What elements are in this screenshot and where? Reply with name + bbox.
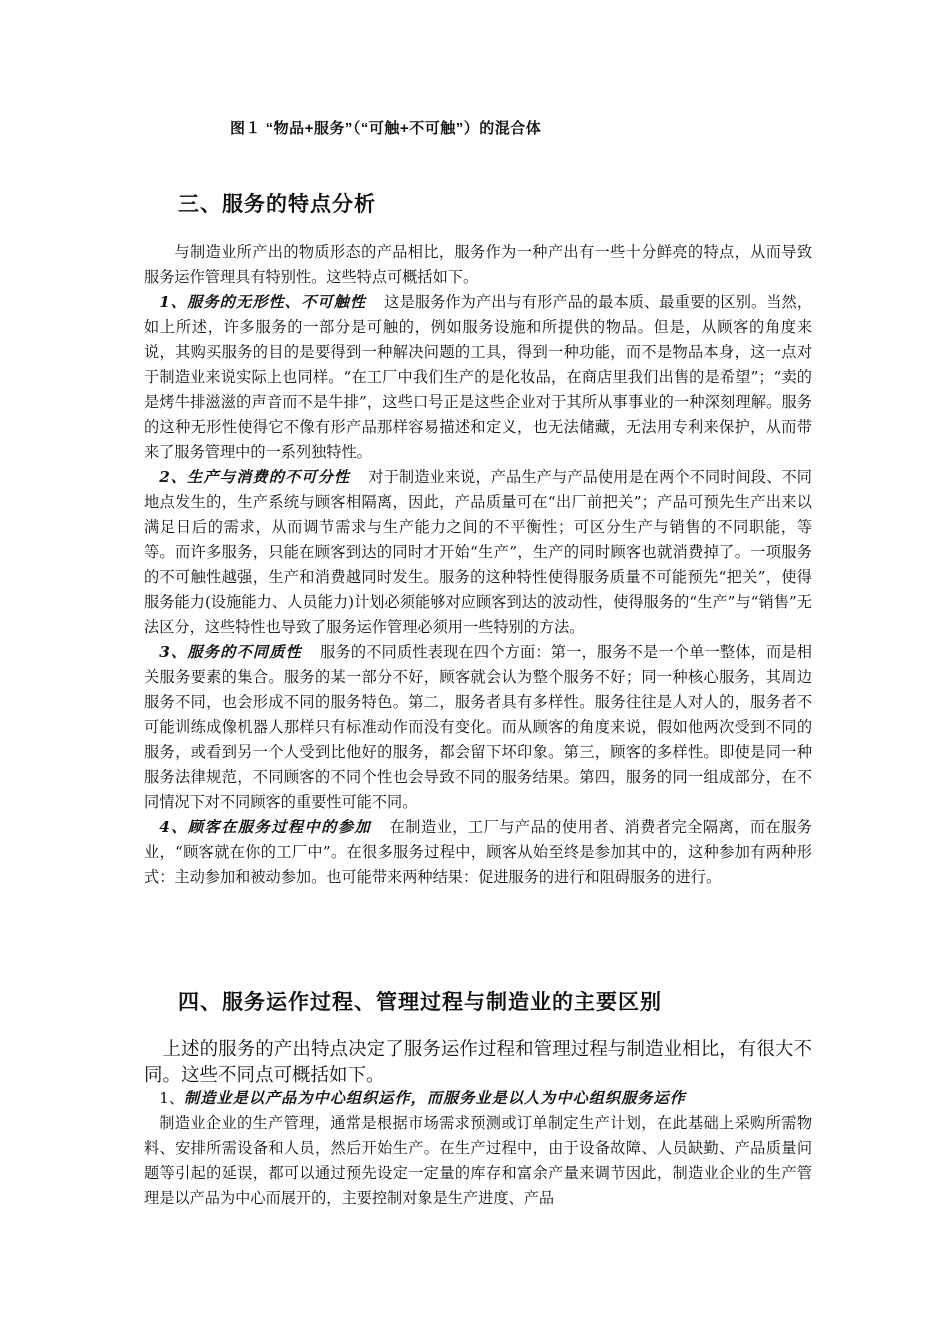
section-4-intro	[144, 1037, 812, 1089]
characteristic-1-text: 这是服务作为产出与有形产品的最本质、最重要的区别。当然，如上所述，许多服务的一部分是可触的，例如服务设施和所提供的物品。但是，从顾客的角度来说，其购买服务的目的是要得到一种解决问题的工具，得到一种功能，而不是物品本身，这一点对于制造业来说实际上也同样。“在工厂中我们生产的是化妆品，在商店里我们出售的是希望”；“卖的是烤牛排滋滋的声音而不是牛排”，这些口号正是这些企业对于其所从事事业的一种深刻理解。服务的这种无形性使得它不像有形产品那样容易描述和定义，也无法储藏，无法用专利来保护，从而带来了服务管理中的一系列独特性。	[144, 293, 813, 461]
section-3-heading: 三、服务的特点分析	[178, 193, 376, 216]
figure-caption: 图１ “物品+服务”（“可触+不可触”）的混合体	[230, 120, 542, 137]
difference-1-number: 1、	[159, 1089, 185, 1107]
characteristic-1-title: 1、服务的无形性、不可触性	[159, 293, 367, 311]
characteristic-3-paragraph	[144, 640, 812, 815]
characteristic-1-paragraph	[144, 290, 812, 465]
characteristic-4-title: 4、顾客在服务过程中的参加	[159, 818, 372, 836]
section-4-body	[144, 1086, 812, 1211]
difference-1-title: 制造业是以产品为中心组织运作，而服务业是以人为中心组织服务运作	[184, 1089, 686, 1107]
characteristic-4-text: 在制造业，工厂与产品的使用者、消费者完全隔离，而在服务业，“顾客就在你的工厂中”。在很多服务过程中，顾客从始至终是参加其中的，这种参加有两种形式：主动参加和被动参加。也可能带来两种结果：促进服务的进行和阻碍服务的进行。	[144, 818, 812, 886]
characteristic-2-text: 对于制造业来说，产品生产与产品使用是在两个不同时间段、不同地点发生的，生产系统与顾客相隔离，因此，产品质量可在“出厂前把关”；产品可预先生产出来以满足日后的需求，从而调节需求与生产能力之间的不平衡性；可区分生产与销售的不同职能，等等。而许多服务，只能在顾客到达的同时才开始“生产”，生产的同时顾客也就消费掉了。一项服务的不可触性越强，生产和消费越同时发生。服务的这种特性使得服务质量不可能预先“把关”，使得服务能力(设施能力、人员能力)计划必须能够对应顾客到达的波动性，使得服务的“生产”与“销售”无法区分，这些特性也导致了服务运作管理必须用一些特别的方法。	[144, 468, 812, 636]
characteristic-2-paragraph	[144, 465, 812, 640]
section-3-body	[144, 240, 812, 890]
characteristic-3-text: 服务的不同质性表现在四个方面：第一，服务不是一个单一整体，而是相关服务要素的集合。服务的某一部分不好，顾客就会认为整个服务不好；同一种核心服务，其周边服务不同，也会形成不同的服务特色。第二，服务者具有多样性。服务往往是人对人的，服务者不可能训练成像机器人那样只有标准动作而没有变化。而从顾客的角度来说，假如他两次受到不同的服务，或看到另一个人受到比他好的服务，都会留下坏印象。第三，顾客的多样性。即使是同一种服务法律规范，不同顾客的不同个性也会导致不同的服务结果。第四，服务的同一组成部分，在不同情况下对不同顾客的重要性可能不同。	[144, 643, 812, 811]
difference-1-text: 制造业企业的生产管理，通常是根据市场需求预测或订单制定生产计划，在此基础上采购所需物料、安排所需设备和人员，然后开始生产。在生产过程中，由于设备故障、人员缺勤、产品质量问题等引起的延误，都可以通过预先设定一定量的库存和富余产量来调节因此，制造业企业的生产管理是以产品为中心而展开的，主要控制对象是生产进度、产品	[144, 1114, 812, 1207]
characteristic-4-paragraph	[144, 815, 812, 890]
characteristic-2-title: 2、生产与消费的不可分性	[159, 468, 351, 486]
section-4-intro-text: 上述的服务的产出特点决定了服务运作过程和管理过程与制造业相比，有很大不同。这些不同点可概括如下。	[144, 1039, 812, 1086]
characteristic-3-title: 3、服务的不同质性	[159, 643, 302, 661]
section-3-intro: 与制造业所产出的物质形态的产品相比，服务作为一种产出有一些十分鲜亮的特点，从而导致服务运作管理具有特别性。这些特点可概括如下。	[144, 243, 812, 286]
section-4-heading: 四、服务运作过程、管理过程与制造业的主要区别	[178, 991, 662, 1014]
difference-1-title-line	[144, 1086, 812, 1111]
